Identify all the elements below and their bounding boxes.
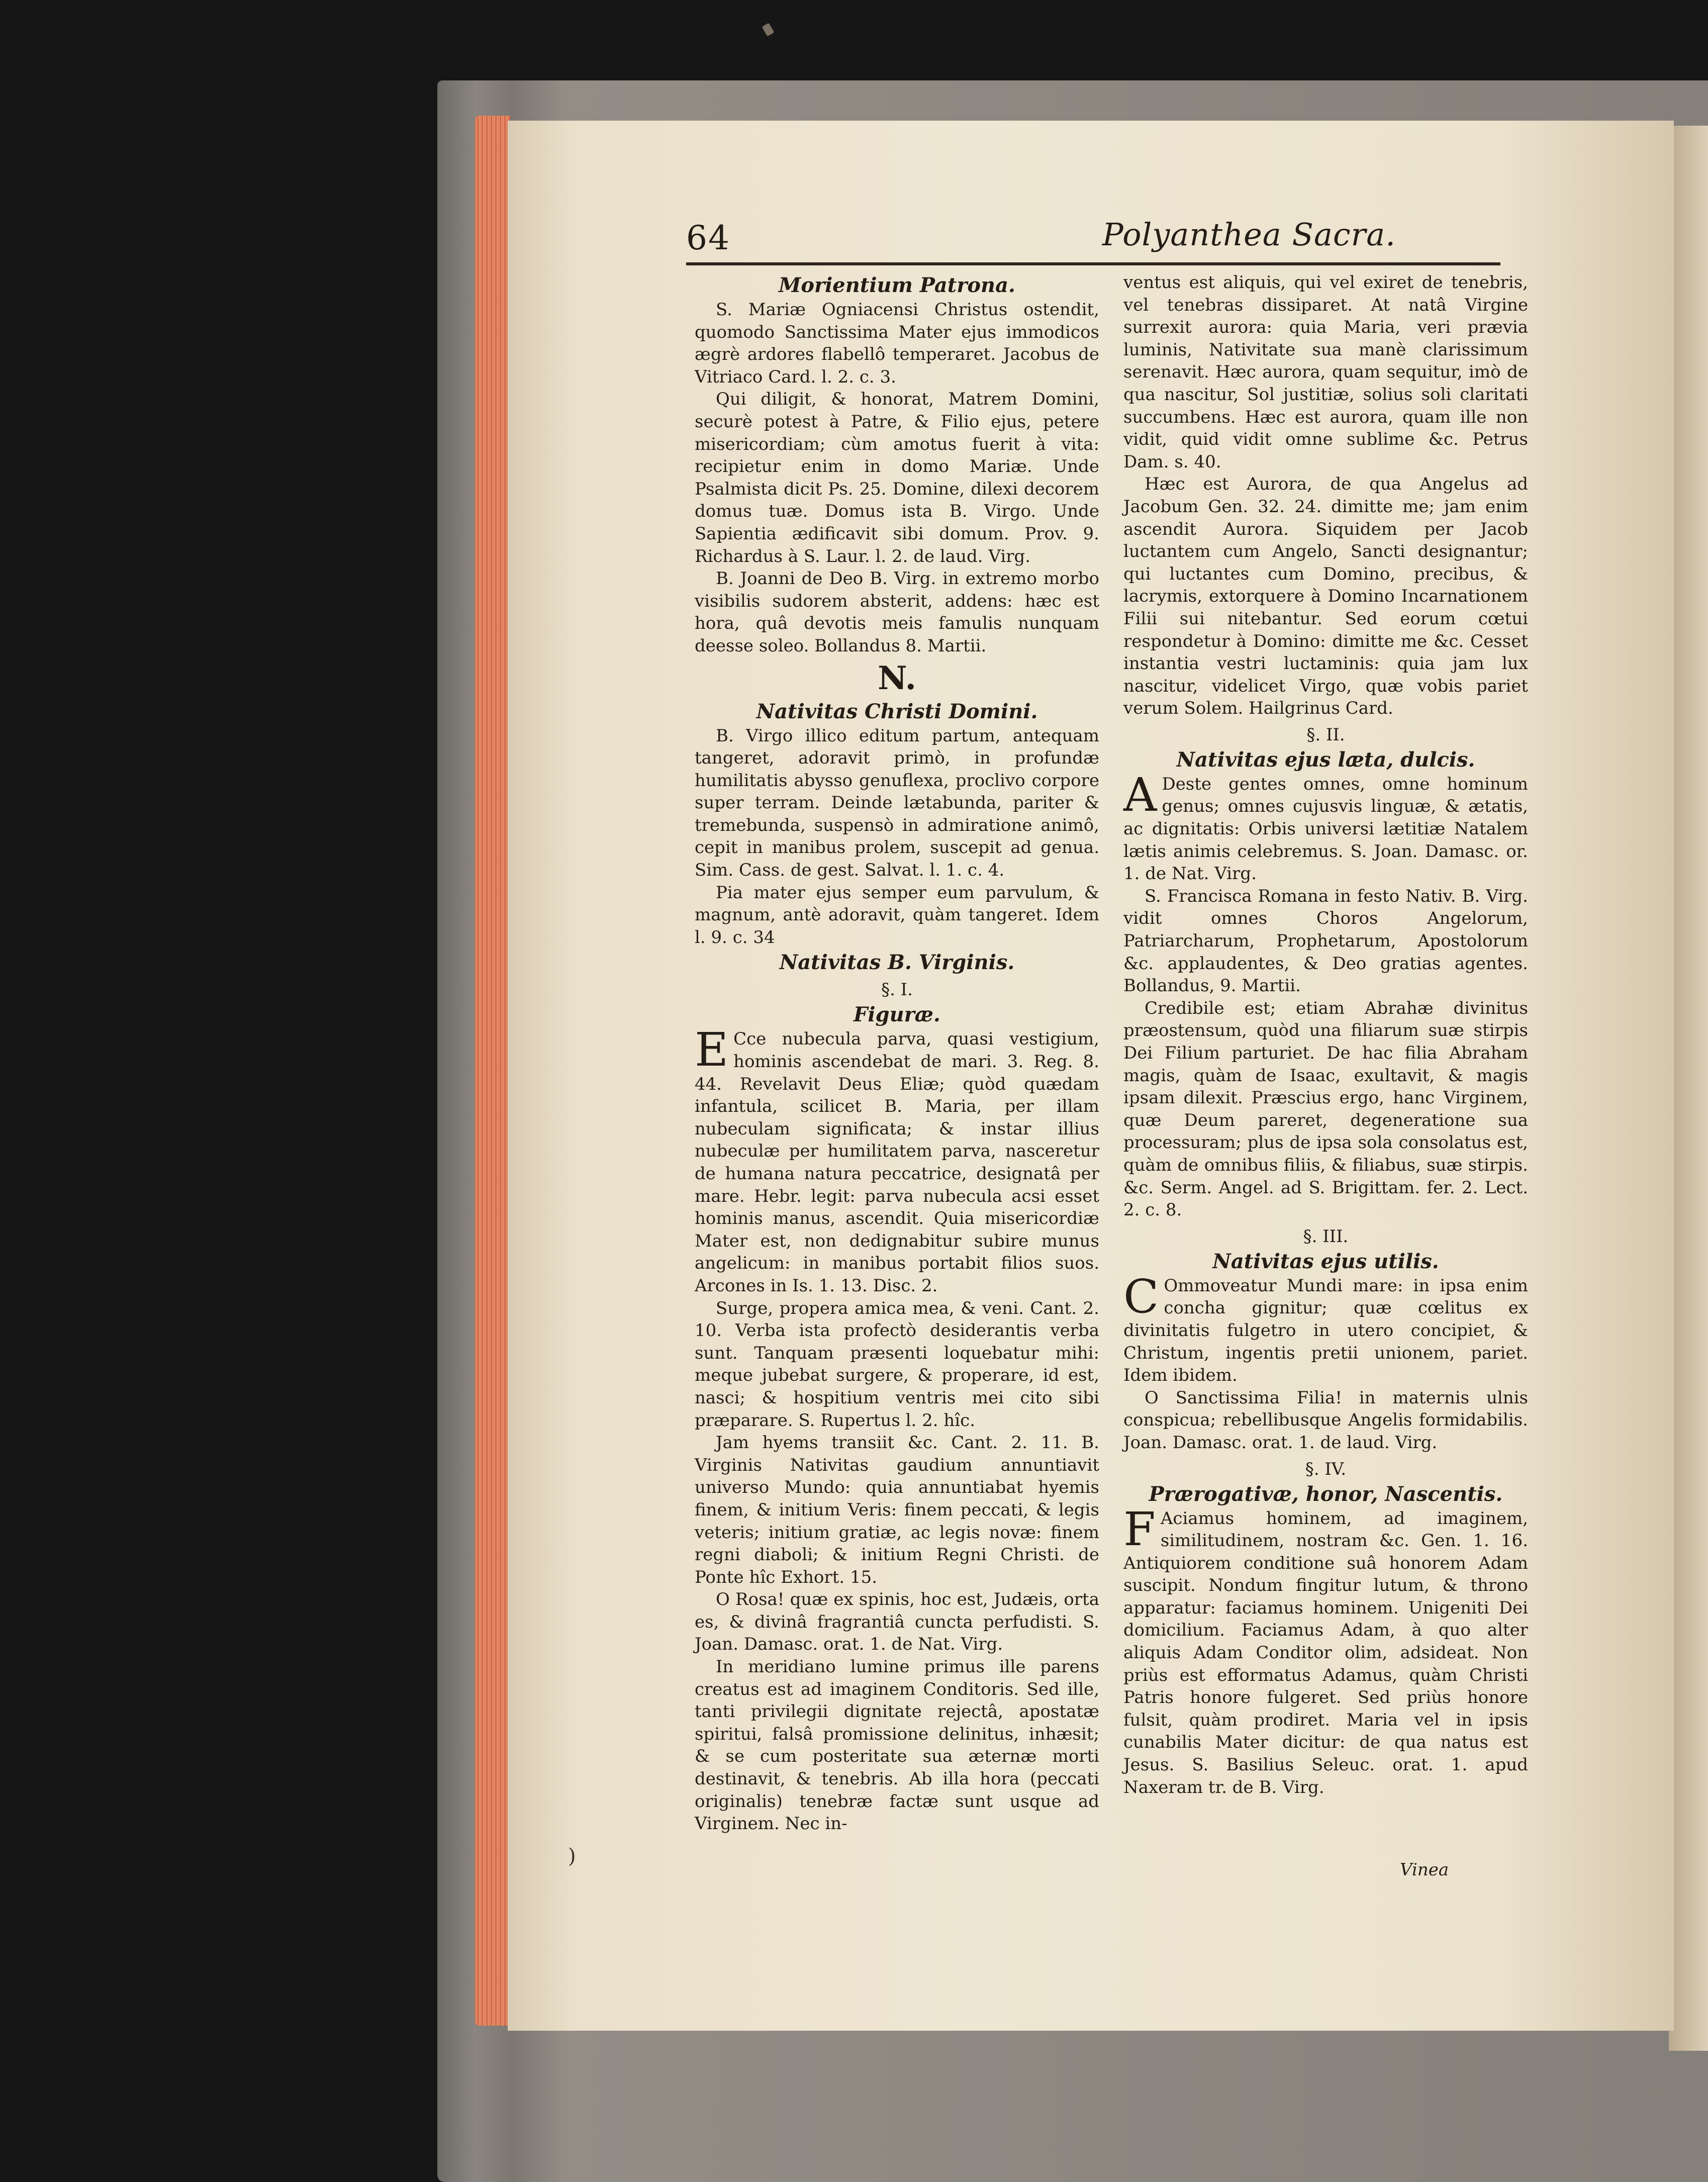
paragraph: S. Mariæ Ogniacensi Christus ostendit, quomodo Sanctissima Mater ejus immodicos ægrè ardores flabellô temperaret. Jacobus de Vitriaco Card. l. 2. c. 3. <box>695 300 1099 387</box>
book-page <box>508 121 1674 2031</box>
paragraph: ventus est aliquis, qui vel exiret de tenebris, vel tenebras dissiparet. At natâ Virgine surrexit aurora: quia Maria, veri prævia luminis, Nativitate sua manè clarissimum serenavit. Hæc aurora, quam sequitur, imò de qua nascitur, Sol justitiæ, solius soli claritati succumbens. Hæc est aurora, quam ille non vidit, quid vidit omne sublime &c. Petrus Dam. s. 40. <box>1123 272 1528 472</box>
paragraph: Credibile est; etiam Abrahæ divinitus præostensum, quòd una filiarum suæ stirpis Dei Filium parturiet. De hac filia Abraham magis, quàm de Isaac, exultavit, & magis ipsam dilexit. Præscius ergo, hanc Virginem, quæ Deum pareret, degeneratione sua processuram; plus de ipsa sola consolatus est, quàm de omnibus filiis, & filiabus, suæ stirpis. &c. Serm. Angel. ad S. Brigittam. fer. 2. Lect. 2. c. 8. <box>1123 998 1528 1220</box>
left-column <box>695 271 1099 1835</box>
paragraph-with-initial <box>695 1023 1099 1297</box>
section-number: §. III. <box>1303 1226 1349 1247</box>
subheading: Nativitas ejus læta, dulcis. <box>1176 747 1475 772</box>
page-edges <box>475 116 510 2026</box>
catchword: Vinea <box>1400 1860 1449 1880</box>
subheading: Prærogativæ, honor, Nascentis. <box>1149 1482 1503 1506</box>
paragraph: In meridiano lumine primus ille parens creatus est ad imaginem Conditoris. Sed ille, tanti privilegii dignitate rejectâ, apostatæ spiritui, falsâ promissione delinitus, inhæsit; & se cum posteritate sua æternæ morti destinavit, & tenebris. Ab illa hora (peccati originalis) tenebræ factæ sunt usque ad Virginem. Nec in- <box>695 1657 1099 1834</box>
paragraph: Hæc est Aurora, de qua Angelus ad Jacobum Gen. 32. 24. dimitte me; jam enim ascendit Aurora. Siquidem per Jacob luctantem cum Angelo, Sancti designantur; qui luctantes cum Domino, precibus, & lacrymis, extorquere à Domino Incarnationem Filii sui nitebantur. Sed eorum cœtui respondetur à Domino: dimitte me &c. Cesset instantia vestri luctaminis: quia jam lux nascitur, videlicet Virgo, quæ vobis pariet verum Solem. Hailgrinus Card. <box>1123 474 1528 719</box>
subheading: Nativitas ejus utilis. <box>1212 1249 1439 1273</box>
alphabet-letter-heading: N. <box>878 659 916 697</box>
drop-cap: A <box>1123 768 1157 822</box>
section-number: §. I. <box>881 980 913 1000</box>
paragraph: O Sanctissima Filia! in maternis ulnis conspicua; rebellibusque Angelis formidabilis. Joan. Damasc. orat. 1. de laud. Virg. <box>1123 1387 1528 1453</box>
paragraph: B. Joanni de Deo B. Virg. in extremo morbo visibilis sudorem absterit, addens: hæc est hora, quâ devotis meis famulis nunquam deesse soleo. Bollandus 8. Martii. <box>695 568 1099 656</box>
paragraph-text: Aciamus hominem, ad imaginem, similitudinem, nostram &c. Gen. 1. 16. Antiquiorem conditione suâ honorem Adam suscipit. Nondum fingitur lutum, & throno apparatur: faciamus hominem. Unigeniti Dei domicilium. Faciamus Adam, à quo alter aliquis Adam Conditor olim, adsideat. Non priùs est efformatus Adamus, quàm Christi Patris honore fulgeret. Sed priùs honore fulsit, quàm prodiret. Maria vel in ipsis cunabilis Mater dicitur: de qua natus est Jesus. S. Basilius Seleuc. orat. 1. apud Naxeram tr. de B. Virg. <box>1123 1508 1528 1797</box>
running-title: Polyanthea Sacra. <box>1102 216 1396 253</box>
paragraph: B. Virgo illico editum partum, antequam tangeret, adoravit primò, in profundæ humilitatis abysso genuflexa, proclivo corpore super terram. Deinde lætabunda, pariter & tremebunda, suspensò in admiratione animô, cepit in manibus prolem, suscepit ad genua. Sim. Cass. de gest. Salvat. l. 1. c. 4. <box>695 725 1099 881</box>
paragraph: S. Francisca Romana in festo Nativ. B. Virg. vidit omnes Choros Angelorum, Patriarcharum, Prophetarum, Apostolorum &c. applaudentes, & Deo gratias agentes. Bollandus, 9. Martii. <box>1123 886 1528 996</box>
paragraph-with-initial <box>1123 768 1528 885</box>
stray-mark <box>762 23 775 36</box>
drop-cap: E <box>695 1023 729 1077</box>
section-number: §. II. <box>1306 724 1345 745</box>
paragraph-text: Cce nubecula parva, quasi vestigium, hominis ascendebat de mari. 3. Reg. 8. 44. Revelavit Deus Eliæ; quòd quædam infantula, scilicet B. Maria, per illam nubeculam significata; & instar illius nubeculæ per humilitatem parva, nasceretur de humana natura peccatrice, designatâ per mare. Hebr. legit: parva nubecula acsi esset hominis manus, ascendit. Quia misericordiæ Mater est, non dedignabitur subire munus angelicum: in manibus portabit filios suos. Arcones in Is. 1. 13. Disc. 2. <box>695 1029 1099 1296</box>
drop-cap: C <box>1123 1269 1159 1323</box>
page-number: 64 <box>686 219 730 257</box>
paragraph-text: Ommoveatur Mundi mare: in ipsa enim concha gignitur; quæ cœlitus ex divinitatis fulgetro in utero concipiet, & Christum, ingentis pretii unionem, pariet. Idem ibidem. <box>1123 1275 1528 1386</box>
subheading: Morientium Patrona. <box>779 273 1015 297</box>
paragraph: Qui diligit, & honorat, Matrem Domini, securè potest à Patre, & Filio ejus, petere misericordiam; cùm amotus fuerit à vita: recipietur enim in domo Mariæ. Unde Psalmista dicit Ps. 25. Domine, dilexi decorem domus tuæ. Domus ista B. Virgo. Unde Sapientia ædificavit sibi domum. Prov. 9. Richardus à S. Laur. l. 2. de laud. Virg. <box>695 389 1099 566</box>
section-number: §. IV. <box>1305 1459 1347 1479</box>
paragraph: O Rosa! quæ ex spinis, hoc est, Judæis, orta es, & divinâ fragrantiâ cuncta perfudisti. S. Joan. Damasc. orat. 1. de Nat. Virg. <box>695 1589 1099 1655</box>
facing-page-edge <box>1669 126 1708 2051</box>
subheading: Nativitas Christi Domini. <box>756 699 1038 723</box>
paragraph-with-initial <box>1123 1269 1528 1387</box>
header-rule <box>686 262 1500 265</box>
subheading: Figuræ. <box>853 1003 940 1027</box>
margin-mark: ) <box>568 1845 576 1868</box>
paragraph-with-initial <box>1123 1502 1528 1799</box>
subheading: Nativitas B. Virginis. <box>779 951 1015 975</box>
drop-cap: F <box>1123 1502 1156 1556</box>
paragraph: Pia mater ejus semper eum parvulum, & magnum, antè adoravit, quàm tangeret. Idem l. 9. c. 34 <box>695 882 1099 947</box>
paragraph-text: Deste gentes omnes, omne hominum genus; omnes cujusvis linguæ, & ætatis, ac dignitatis: Orbis universi lætitiæ Natalem lætis animis celebremus. S. Joan. Damasc. or. 1. de Nat. Virg. <box>1123 774 1528 884</box>
right-column <box>1123 271 1528 1798</box>
paragraph: Surge, propera amica mea, & veni. Cant. 2. 10. Verba ista profectò desiderantis verba sunt. Tanquam præsenti loquebatur mihi: meque jubebat surgere, & properare, id est, nasci; & hospitium ventris mei cito sibi præparare. S. Rupertus l. 2. hîc. <box>695 1298 1099 1431</box>
paragraph: Jam hyems transiit &c. Cant. 2. 11. B. Virginis Nativitas gaudium annuntiavit universo Mundo: quia annuntiabat hyemis finem, & initium Veris: finem peccati, & legis veteris; initium gratiæ, ac legis novæ: finem regni diaboli; & initium Regni Christi. de Ponte hîc Exhort. 15. <box>695 1433 1099 1587</box>
